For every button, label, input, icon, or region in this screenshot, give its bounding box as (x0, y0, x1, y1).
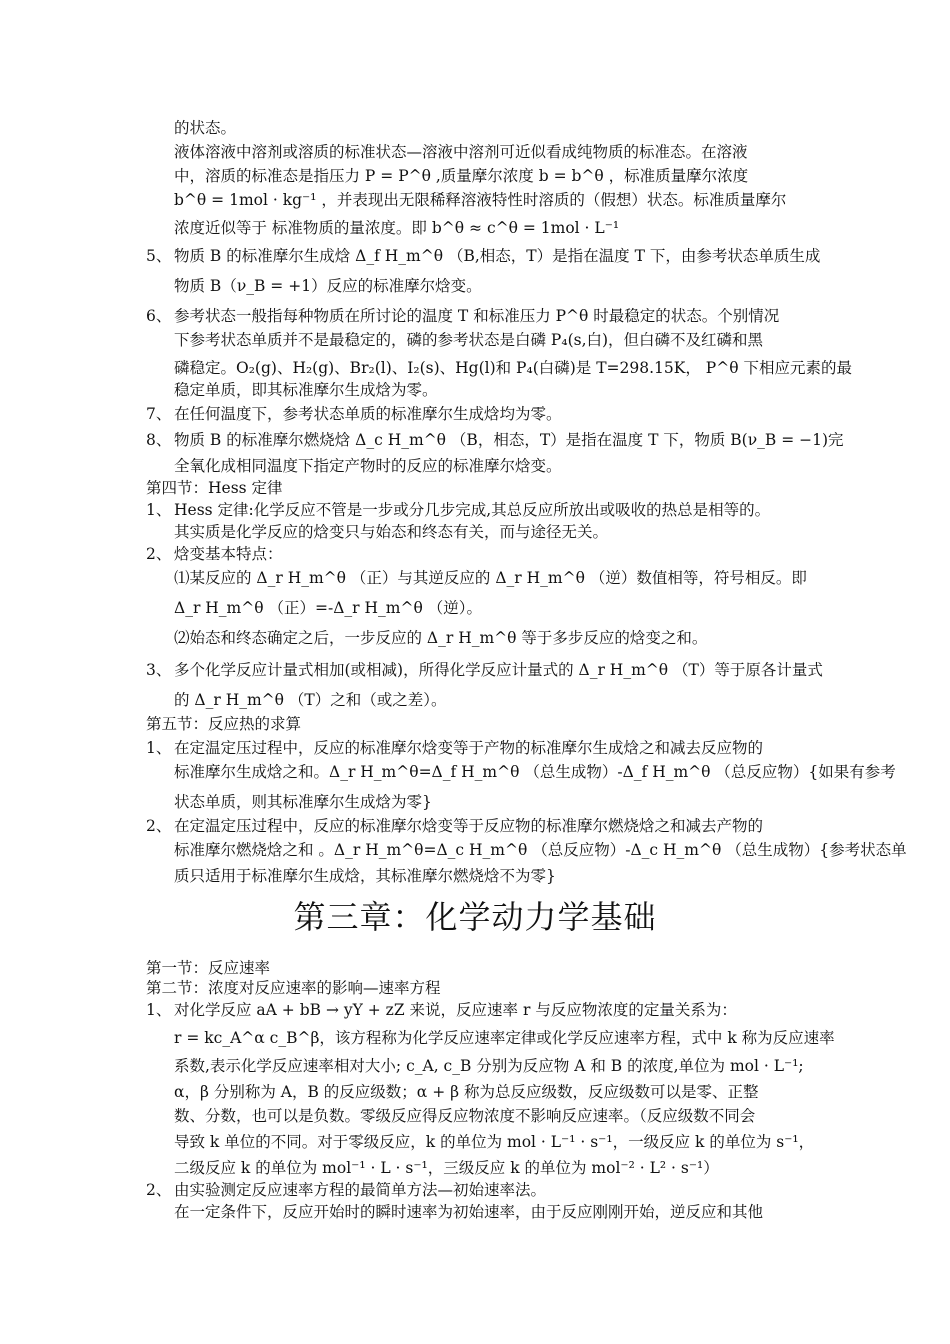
text-line: 在一定条件下，反应开始时的瞬时速率为初始速率，由于反应刚刚开始，逆反应和其他 (174, 1203, 764, 1221)
item-text: 参考状态一般指每种物质在所讨论的温度 T 和标准压力 P^θ 时最稳定的状态。个别情况 (174, 307, 780, 325)
section-heading: 第五节：反应热的求算 (146, 715, 302, 733)
item-text: 对化学反应 aA + bB → yY + zZ 来说，反应速率 r 与反应物浓度的定量关系为： (174, 1001, 737, 1019)
section-heading: 第四节：Hess 定律 (146, 479, 283, 497)
item-number: 1、 (146, 501, 172, 519)
item-text: 在定温定压过程中，反应的标准摩尔焓变等于反应物的标准摩尔燃烧焓之和减去产物的 (174, 817, 764, 835)
item-text: 在定温定压过程中，反应的标准摩尔焓变等于产物的标准摩尔生成焓之和减去反应物的 (174, 739, 764, 757)
text-line: 导致 k 单位的不同。对于零级反应，k 的单位为 mol · L⁻¹ · s⁻¹，一级反应 k 的单位为 s⁻¹， (174, 1133, 815, 1151)
text-line: 物质 B（ν_B = +1）反应的标准摩尔焓变。 (174, 277, 482, 295)
numbered-item (146, 246, 821, 266)
text-line: ⑵始态和终态确定之后，一步反应的 Δ_r H_m^θ 等于多步反应的焓变之和。 (174, 629, 708, 647)
text-line: 二级反应 k 的单位为 mol⁻¹ · L · s⁻¹，三级反应 k 的单位为 mol⁻² · L² · s⁻¹） (174, 1159, 719, 1177)
text-line: 中，溶质的标准态是指压力 P = P^θ ,质量摩尔浓度 b = b^θ ，标准质量摩尔浓度 (174, 167, 749, 185)
numbered-item (146, 1000, 814, 1020)
item-number: 5、 (146, 247, 172, 265)
text-line: 液体溶液中溶剂或溶质的标准状态—溶液中溶剂可近似看成纯物质的标准态。在溶液 (174, 143, 748, 161)
numbered-item (146, 660, 823, 680)
numbered-item (146, 430, 844, 450)
numbered-item (146, 816, 814, 836)
item-number: 1、 (146, 1001, 172, 1019)
item-number: 6、 (146, 307, 172, 325)
text-line: 标准摩尔生成焓之和。Δ_r H_m^θ=Δ_f H_m^θ （总生成物）-Δ_f H_m^θ （总反应物）{如果有参考 (174, 763, 896, 781)
text-line: b^θ = 1mol · kg⁻¹ ，并表现出无限稀释溶液特性时溶质的（假想）状态。标准质量摩尔 (174, 191, 787, 209)
text-line: 全氧化成相同温度下指定产物时的反应的标准摩尔焓变。 (174, 457, 562, 475)
numbered-item (146, 738, 814, 758)
item-text: 物质 B 的标准摩尔燃烧焓 Δ_c H_m^θ （B，相态，T）是指在温度 T 下，物质 B(ν_B = −1)完 (174, 431, 844, 449)
text-line: α，β 分别称为 A，B 的反应级数；α + β 称为总反应级数，反应级数可以是零、正整 (174, 1083, 759, 1101)
item-text: 多个化学反应计量式相加(或相减)，所得化学反应计量式的 Δ_r H_m^θ （T）等于原各计量式 (174, 661, 823, 679)
numbered-item (146, 544, 814, 564)
text-line: 质只适用于标准摩尔生成焓，其标准摩尔燃烧焓不为零} (174, 867, 556, 885)
text-line: 状态单质，则其标准摩尔生成焓为零} (174, 793, 432, 811)
section-heading: 第二节：浓度对反应速率的影响—速率方程 (146, 979, 441, 997)
item-number: 2、 (146, 1181, 172, 1199)
numbered-item (146, 404, 814, 424)
text-line: ⑴某反应的 Δ_r H_m^θ （正）与其逆反应的 Δ_r H_m^θ （逆）数值相等，符号相反。即 (174, 569, 807, 587)
text-line: 的状态。 (174, 119, 237, 137)
item-number: 2、 (146, 817, 172, 835)
text-line: Δ_r H_m^θ （正）=-Δ_r H_m^θ （逆）。 (174, 599, 482, 617)
text-line: 下参考状态单质并不是最稳定的，磷的参考状态是白磷 P₄(s,白)，但白磷不及红磷和黑 (174, 331, 764, 349)
item-text: Hess 定律:化学反应不管是一步或分几步完成,其总反应所放出或吸收的热总是相等的。 (174, 501, 771, 519)
section-heading: 第一节：反应速率 (146, 959, 271, 977)
text-line: 数、分数，也可以是负数。零级反应得反应物浓度不影响反应速率。（反应级数不同会 (174, 1107, 756, 1125)
text-line: 系数,表示化学反应速率相对大小; c_A, c_B 分别为反应物 A 和 B 的浓度,单位为 mol · L⁻¹; (174, 1057, 804, 1075)
text-line: 标准摩尔燃烧焓之和 。Δ_r H_m^θ=Δ_c H_m^θ （总反应物）-Δ_c H_m^θ （总生成物）{参考状态单 (174, 841, 907, 859)
text-line: 其实质是化学反应的焓变只与始态和终态有关，而与途径无关。 (174, 523, 609, 541)
text-line: 磷稳定。O₂(g)、H₂(g)、Br₂(l)、I₂(s)、Hg(l)和 P₄(白磷)是 T=298.15K， P^θ 下相应元素的最 (174, 359, 852, 377)
item-text: 物质 B 的标准摩尔生成焓 Δ_f H_m^θ （B,相态，T）是指在温度 T 下，由参考状态单质生成 (174, 247, 821, 265)
item-number: 8、 (146, 431, 172, 449)
text-line: 的 Δ_r H_m^θ （T）之和（或之差）。 (174, 691, 447, 709)
text-line: r = kc_A^α c_B^β，该方程称为化学反应速率定律或化学反应速率方程，式中 k 称为反应速率 (174, 1029, 835, 1047)
numbered-item (146, 1180, 814, 1200)
item-text: 在任何温度下，参考状态单质的标准摩尔生成焓均为零。 (174, 405, 562, 423)
text-line: 稳定单质，即其标准摩尔生成焓为零。 (174, 381, 438, 399)
item-number: 2、 (146, 545, 172, 563)
item-text: 由实验测定反应速率方程的最简单方法—初始速率法。 (174, 1181, 547, 1199)
chapter-title: 第三章：化学动力学基础 (293, 898, 657, 936)
numbered-item (146, 500, 814, 520)
item-number: 1、 (146, 739, 172, 757)
item-text: 焓变基本特点： (174, 545, 283, 563)
item-number: 7、 (146, 405, 172, 423)
item-number: 3、 (146, 661, 172, 679)
text-line: 浓度近似等于 标准物质的量浓度。即 b^θ ≈ c^θ = 1mol · L⁻¹ (174, 219, 620, 237)
numbered-item (146, 306, 814, 326)
